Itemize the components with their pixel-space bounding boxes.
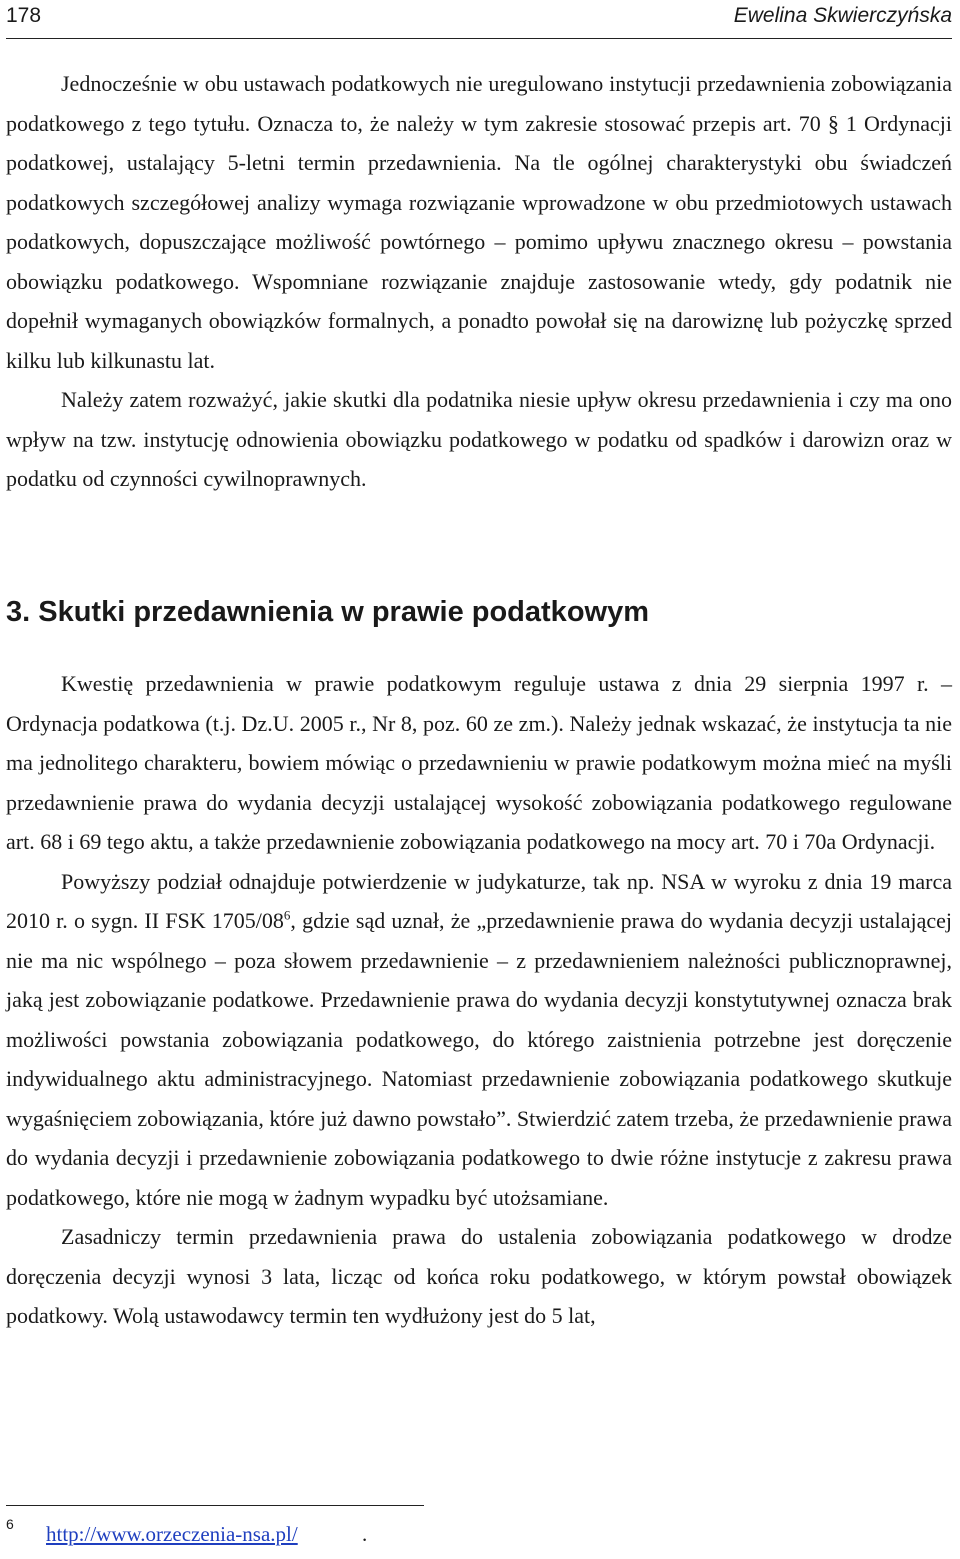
section-1-text <box>6 64 952 499</box>
footnote-punctuation: . <box>362 1522 368 1546</box>
footnote-link[interactable]: http://www.orzeczenia-nsa.pl/ <box>46 1522 298 1546</box>
paragraph-text: Powyższy podział odnajduje potwierdzenie w judykaturze, tak np. NSA w wyroku z dnia 19 marca 2010 r. o sygn. II FSK 1705/08 <box>6 868 952 933</box>
footnote-separator <box>6 1505 424 1506</box>
running-header <box>6 0 952 39</box>
running-author: Ewelina Skwierczyńska <box>733 4 952 27</box>
section-heading: 3. Skutki przedawnienia w prawie podatkowym <box>6 596 649 628</box>
footnote-reference[interactable]: 6 <box>283 907 291 923</box>
section-2-text <box>6 664 952 1336</box>
paragraph-with-footnote-ref <box>6 862 952 1218</box>
paragraph-text: , gdzie sąd uznał, że „przedawnienie prawa do wydania decyzji ustalającej nie ma nic wspólnego – poza słowem przedawnienie – z przedawnieniem należności publicznoprawnej, jaką jest zobowiązanie podatkowe. Przedawnienie prawa do wydania decyzji konstytutywnej oznacza brak możliwości powstania zobowiązania podatkowego, do którego zaistnienia potrzebne jest doręczenie indywidualnego aktu administracyjnego. Natomiast przedawnienie zobowiązania podatkowego skutkuje wygaśnięciem zobowiązania, które już dawno powstało”. Stwierdzić zatem trzeba, że przedawnienie prawa do wydania decyzji i przedawnienie zobowiązania podatkowego to dwie różne instytucje z zakresu prawa podatkowego, które nie mogą w żadnym wypadku być utożsamiane. <box>6 908 952 1210</box>
footnote-number: 6 <box>6 1516 14 1532</box>
paragraph: Należy zatem rozważyć, jakie skutki dla podatnika niesie upływ okresu przedawnienia i czy ma ono wpływ na tzw. instytucję odnowienia obowiązku podatkowego w podatku od spadków i darowizn oraz w podatku od czynności cywilnoprawnych. <box>6 387 952 491</box>
paragraph: Jednocześnie w obu ustawach podatkowych nie uregulowano instytucji przedawnienia zobowiązania podatkowego z tego tytułu. Oznacza to, że należy w tym zakresie stosować przepis art. 70 § 1 Ordynacji podatkowej, ustalający 5-letni termin przedawnienia. Na tle ogólnej charakterystyki obu świadczeń podatkowych szczegółowej analizy wymaga rozwiązanie wprowadzone w obu przedmiotowych ustawach podatkowych, dopuszczające możliwość powtórnego – pomimo upływu znacznego okresu – powstania obowiązku podatkowego. Wspomniane rozwiązanie znajduje zastosowanie wtedy, gdy podatnik nie dopełnił wymaganych obowiązków formalnych, a ponadto powołał się na darowiznę lub pożyczkę sprzed kilku lub kilkunastu lat. <box>6 71 952 373</box>
paragraph: Kwestię przedawnienia w prawie podatkowym reguluje ustawa z dnia 29 sierpnia 1997 r. – Ordynacja podatkowa (t.j. Dz.U. 2005 r., Nr 8, poz. 60 ze zm.). Należy jednak wskazać, że instytucja ta nie ma jednolitego charakteru, bowiem mówiąc o przedawnieniu w prawie podatkowym można mieć na myśli przedawnienie prawa do wydania decyzji ustalającej wysokość zobowiązania podatkowego regulowane art. 68 i 69 tego aktu, a także przedawnienie zobowiązania podatkowego na mocy art. 70 i 70a Ordynacji. <box>6 671 952 854</box>
page-number: 178 <box>6 4 42 27</box>
paragraph: Zasadniczy termin przedawnienia prawa do ustalenia zobowiązania podatkowego w drodze doręczenia decyzji wynosi 3 lata, licząc od końca roku podatkowego, w którym powstał obowiązek podatkowy. Wolą ustawodawcy termin ten wydłużony jest do 5 lat, <box>6 1224 952 1328</box>
